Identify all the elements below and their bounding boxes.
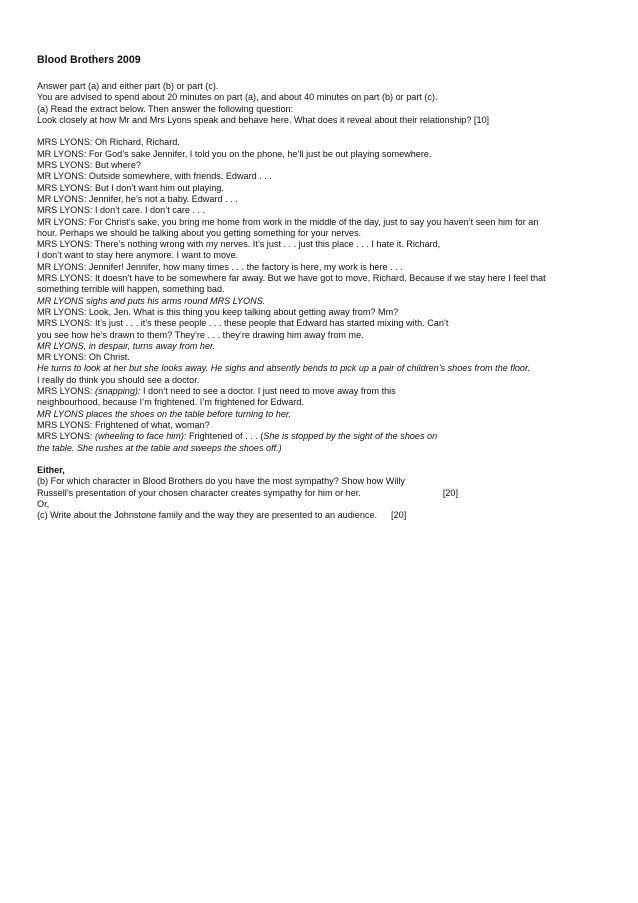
stage-direction: MR LYONS, in despair, turns away from her. — [37, 340, 216, 351]
dialogue-line: I don’t want to stay here anymore. I want to move. — [37, 250, 239, 261]
part-c-text: (c) Write about the Johnstone family and the way they are presented to an audience. — [37, 510, 378, 521]
stage-direction: MR LYONS sighs and puts his arms round MRS LYONS. — [37, 295, 266, 306]
dialogue-line: MR LYONS: Look, Jen. What is this thing you keep talking about getting away from? Mm? — [37, 306, 399, 317]
dialogue-line: MRS LYONS: Frightened of what, woman? — [37, 419, 210, 430]
part-b-question — [37, 476, 607, 499]
part-b-marks: [20] — [442, 487, 458, 498]
part-b-line: (b) For which character in Blood Brothers do you have the most sympathy? Show how Willy — [37, 476, 405, 487]
instruction-line: Look closely at how Mr and Mrs Lyons speak and behave here. What does it reveal about their relationship? [10] — [37, 114, 490, 125]
dialogue-line: MRS LYONS: There’s nothing wrong with my nerves. It’s just . . . just this place . . . I hate it. Richard, — [37, 239, 441, 250]
either-heading: Either, — [37, 465, 65, 476]
instructions — [37, 81, 607, 126]
stage-direction: MR LYONS places the shoes on the table before turning to her. — [37, 408, 292, 419]
dialogue-line: I really do think you should see a doctor. — [37, 374, 200, 385]
stage-direction: the table. She rushes at the table and sweeps the shoes off.) — [37, 442, 282, 453]
dialogue-line: MRS LYONS: Oh Richard, Richard. — [37, 137, 180, 148]
part-b-text: Russell’s presentation of your chosen character creates sympathy for him or her. — [37, 487, 361, 498]
instruction-line: (a) Read the extract below. Then answer the following question: — [37, 103, 294, 114]
dialogue-line: MR LYONS: Oh Christ. — [37, 352, 130, 363]
stage-direction-inline: (snapping): — [94, 386, 141, 397]
dialogue-line: MRS LYONS: I don’t care. I don’t care . . . — [37, 205, 206, 216]
document-title: Blood Brothers 2009 — [37, 54, 141, 66]
dialogue-line: neighbourhood, because I’m frightened. I’m frightened for Edward. — [37, 397, 304, 408]
spacer — [37, 126, 607, 137]
stage-direction-inline: (wheeling to face him): — [94, 431, 187, 442]
dialogue-line: MR LYONS: Outside somewhere, with friends. Edward . . . — [37, 171, 272, 182]
play-extract — [37, 137, 607, 453]
dialogue-line: MRS LYONS: It’s just . . . it’s these people . . . these people that Edward has started mixing with. Can’t — [37, 318, 449, 329]
stage-direction-inline: She is stopped by the sight of the shoes on — [263, 431, 438, 442]
part-c-marks: [20] — [391, 510, 407, 521]
dialogue-text: Frightened of . . . ( — [186, 431, 264, 442]
dialogue-line: MRS LYONS: But where? — [37, 160, 141, 171]
dialogue-text: MRS LYONS: — [37, 386, 95, 397]
instruction-line: Answer part (a) and either part (b) or part (c). — [37, 81, 219, 91]
stage-direction: He turns to look at her but she looks away. He sighs and absently bends to pick up a pair of children’s shoes from the floor. — [37, 363, 531, 374]
dialogue-line — [37, 386, 607, 397]
dialogue-line: MR LYONS: For Christ’s sake, you bring me home from work in the middle of the day, just to say you haven’t seen him for an — [37, 216, 539, 227]
dialogue-line: MRS LYONS: It doesn’t have to be somewhere far away. But we have got to move, Richard. Because if we stay here I feel that — [37, 273, 546, 284]
part-c-question — [37, 510, 607, 521]
dialogue-line: something terrible will happen, something bad. — [37, 284, 225, 295]
dialogue-line: you see how he’s drawn to them? They’re . . . they’re drawing him away from me. — [37, 329, 364, 340]
dialogue-line: MR LYONS: Jennifer, he’s not a baby. Edward . . . — [37, 193, 238, 204]
document-page — [37, 54, 607, 522]
spacer — [37, 454, 607, 465]
dialogue-line: MRS LYONS: But I don’t want him out playing. — [37, 182, 224, 193]
instruction-line: You are advised to spend about 20 minutes on part (a), and about 40 minutes on part (b) or part (c). — [37, 92, 438, 103]
or-label: Or, — [37, 498, 50, 509]
dialogue-line — [37, 431, 607, 442]
dialogue-text: I don’t need to see a doctor. I just need to move away from this — [140, 386, 396, 397]
dialogue-line: MR LYONS: Jennifer! Jennifer, how many times . . . the factory is here, my work is here . . . — [37, 261, 403, 272]
dialogue-text: MRS LYONS: — [37, 431, 95, 442]
dialogue-line: MR LYONS: For God’s sake Jennifer, I told you on the phone, he’ll just be out playing somewhere. — [37, 148, 432, 159]
part-b-line — [37, 488, 607, 499]
dialogue-line: hour. Perhaps we should be talking about you getting something for your nerves. — [37, 227, 362, 238]
